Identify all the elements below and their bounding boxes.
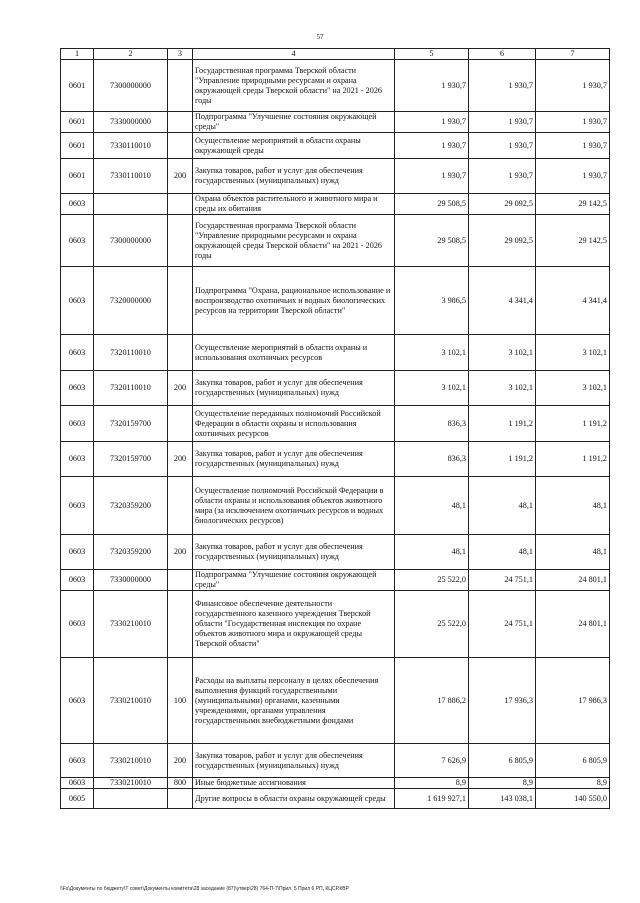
row-code-cell: 7330210010: [94, 778, 168, 789]
table-row: [61, 778, 610, 789]
row-section-cell: 0603: [61, 658, 94, 744]
table-row: [61, 194, 610, 215]
row-code-cell: 7320000000: [94, 267, 168, 335]
table-row: [61, 215, 610, 267]
table-row: [61, 442, 610, 477]
row-value-cell: 24 751,1: [469, 591, 536, 658]
row-value-cell: 1 930,7: [469, 159, 536, 194]
row-section-cell: 0601: [61, 159, 94, 194]
row-value-cell: 1 191,2: [469, 406, 536, 442]
row-section-cell: 0603: [61, 477, 94, 535]
table-row: [61, 406, 610, 442]
row-code-cell: [94, 194, 168, 215]
row-type-cell: [168, 570, 193, 591]
row-value-cell: 1 930,7: [469, 60, 536, 112]
row-value-cell: 29 508,5: [395, 215, 469, 267]
row-section-cell: 0603: [61, 744, 94, 778]
row-type-cell: [168, 406, 193, 442]
row-name-cell: Осуществление мероприятий в области охраны окружающей среды: [193, 133, 395, 159]
row-value-cell: 1 930,7: [395, 60, 469, 112]
row-section-cell: 0605: [61, 789, 94, 809]
row-value-cell: 140 550,0: [536, 789, 610, 809]
row-type-cell: 200: [168, 535, 193, 570]
row-type-cell: 100: [168, 658, 193, 744]
file-path-footer: \\Fs\Документы по бюджету\Т совет\Документы комитета\28 заседание (87)\утвер\28) 764-П-7\Прил. 5 Прил 6 РП, КЦСР.КВР: [60, 886, 349, 892]
header-col-7: 7: [536, 49, 610, 60]
row-value-cell: 8,9: [469, 778, 536, 789]
row-type-cell: 200: [168, 442, 193, 477]
row-section-cell: 0601: [61, 60, 94, 112]
header-col-1: 1: [61, 49, 94, 60]
row-code-cell: 7320359200: [94, 535, 168, 570]
row-type-cell: [168, 335, 193, 371]
row-name-cell: Осуществление переданных полномочий Российской Федерации в области охраны и использования охотничьих ресурсов: [193, 406, 395, 442]
row-name-cell: Закупка товаров, работ и услуг для обеспечения государственных (муниципальных) нужд: [193, 442, 395, 477]
row-value-cell: 3 102,1: [395, 335, 469, 371]
table-row: [61, 133, 610, 159]
row-section-cell: 0603: [61, 371, 94, 406]
row-code-cell: 7300000000: [94, 60, 168, 112]
row-value-cell: 17 936,3: [469, 658, 536, 744]
header-col-4: 4: [193, 49, 395, 60]
row-value-cell: 6 805,9: [536, 744, 610, 778]
row-code-cell: 7330110010: [94, 159, 168, 194]
table-row: [61, 371, 610, 406]
row-type-cell: [168, 789, 193, 809]
row-type-cell: [168, 133, 193, 159]
row-code-cell: 7320359200: [94, 477, 168, 535]
row-value-cell: 1 930,7: [469, 133, 536, 159]
row-value-cell: 24 801,1: [536, 570, 610, 591]
row-value-cell: 1 930,7: [536, 133, 610, 159]
row-value-cell: 143 038,1: [469, 789, 536, 809]
row-type-cell: [168, 194, 193, 215]
row-value-cell: 1 619 927,1: [395, 789, 469, 809]
row-type-cell: [168, 112, 193, 133]
row-value-cell: 8,9: [536, 778, 610, 789]
row-section-cell: 0603: [61, 335, 94, 371]
row-value-cell: 1 930,7: [536, 60, 610, 112]
row-value-cell: 25 522,0: [395, 570, 469, 591]
row-name-cell: Осуществление полномочий Российской Федерации в области охраны и использования объектов животного мира (за исключением охотничьих ресурсов и водных биологических ресурсов): [193, 477, 395, 535]
row-section-cell: 0603: [61, 406, 94, 442]
row-value-cell: 1 930,7: [469, 112, 536, 133]
row-section-cell: 0603: [61, 591, 94, 658]
row-value-cell: 48,1: [395, 477, 469, 535]
row-value-cell: 3 102,1: [395, 371, 469, 406]
row-code-cell: [94, 789, 168, 809]
row-name-cell: Закупка товаров, работ и услуг для обеспечения государственных (муниципальных) нужд: [193, 371, 395, 406]
row-type-cell: 200: [168, 159, 193, 194]
row-section-cell: 0603: [61, 442, 94, 477]
table-row: [61, 789, 610, 809]
row-type-cell: [168, 267, 193, 335]
row-name-cell: Государственная программа Тверской области "Управление природными ресурсами и охрана окружающей среды Тверской области" на 2021 - 2026 годы: [193, 60, 395, 112]
table-row: [61, 535, 610, 570]
row-value-cell: 836,3: [395, 442, 469, 477]
row-value-cell: 1 191,2: [536, 406, 610, 442]
row-name-cell: Расходы на выплаты персоналу в целях обеспечения выполнения функций государственными (муниципальными) органами, казенными учреждениями, органами управления государственными внебюджетными фондами: [193, 658, 395, 744]
row-type-cell: [168, 591, 193, 658]
row-section-cell: 0603: [61, 778, 94, 789]
row-type-cell: 200: [168, 744, 193, 778]
row-value-cell: 48,1: [469, 535, 536, 570]
row-value-cell: 4 341,4: [536, 267, 610, 335]
table-row: [61, 335, 610, 371]
table-row: [61, 658, 610, 744]
row-section-cell: 0603: [61, 215, 94, 267]
row-value-cell: 48,1: [395, 535, 469, 570]
row-name-cell: Осуществление мероприятий в области охраны и использования охотничьих ресурсов: [193, 335, 395, 371]
table-row: [61, 570, 610, 591]
row-value-cell: 25 522,0: [395, 591, 469, 658]
row-name-cell: Закупка товаров, работ и услуг для обеспечения государственных (муниципальных) нужд: [193, 159, 395, 194]
row-code-cell: 7330210010: [94, 658, 168, 744]
row-value-cell: 836,3: [395, 406, 469, 442]
row-name-cell: Закупка товаров, работ и услуг для обеспечения государственных (муниципальных) нужд: [193, 744, 395, 778]
row-value-cell: 3 102,1: [469, 371, 536, 406]
header-col-2: 2: [94, 49, 168, 60]
row-value-cell: 1 191,2: [536, 442, 610, 477]
row-section-cell: 0603: [61, 570, 94, 591]
row-code-cell: 7330110010: [94, 133, 168, 159]
row-code-cell: 7320159700: [94, 406, 168, 442]
row-value-cell: 1 930,7: [536, 159, 610, 194]
row-value-cell: 48,1: [536, 535, 610, 570]
row-value-cell: 1 930,7: [395, 159, 469, 194]
row-name-cell: Государственная программа Тверской области "Управление природными ресурсами и охрана окружающей среды Тверской области" на 2021 - 2026 годы: [193, 215, 395, 267]
row-value-cell: 17 986,3: [536, 658, 610, 744]
row-name-cell: Финансовое обеспечение деятельности государственного казенного учреждения Тверской области "Государственная инспекция по охране объектов животного мира и окружающей среды Тверской области": [193, 591, 395, 658]
row-value-cell: 48,1: [469, 477, 536, 535]
row-type-cell: 800: [168, 778, 193, 789]
row-section-cell: 0603: [61, 194, 94, 215]
row-value-cell: 24 751,1: [469, 570, 536, 591]
table-row: [61, 60, 610, 112]
row-value-cell: 3 986,5: [395, 267, 469, 335]
row-value-cell: 29 092,5: [469, 194, 536, 215]
header-col-5: 5: [395, 49, 469, 60]
table-row: [61, 477, 610, 535]
table-row: [61, 112, 610, 133]
row-value-cell: 8,9: [395, 778, 469, 789]
row-type-cell: [168, 477, 193, 535]
row-name-cell: Подпрограмма "Охрана, рациональное использование и воспроизводство охотничьих и водных биологических ресурсов на территории Тверской области": [193, 267, 395, 335]
row-value-cell: 17 886,2: [395, 658, 469, 744]
row-section-cell: 0603: [61, 267, 94, 335]
row-name-cell: Охрана объектов растительного и животного мира и среды их обитания: [193, 194, 395, 215]
row-value-cell: 6 805,9: [469, 744, 536, 778]
row-value-cell: 1 930,7: [536, 112, 610, 133]
table-row: [61, 159, 610, 194]
row-code-cell: 7330210010: [94, 591, 168, 658]
row-value-cell: 1 930,7: [395, 133, 469, 159]
row-value-cell: 24 801,1: [536, 591, 610, 658]
row-name-cell: Подпрограмма "Улучшение состояния окружающей среды": [193, 112, 395, 133]
row-value-cell: 1 191,2: [469, 442, 536, 477]
row-code-cell: 7320110010: [94, 335, 168, 371]
row-section-cell: 0601: [61, 112, 94, 133]
row-type-cell: [168, 60, 193, 112]
row-value-cell: 29 092,5: [469, 215, 536, 267]
row-section-cell: 0601: [61, 133, 94, 159]
row-code-cell: 7330000000: [94, 112, 168, 133]
row-value-cell: 3 102,1: [469, 335, 536, 371]
budget-table: [60, 48, 610, 809]
row-name-cell: Иные бюджетные ассигнования: [193, 778, 395, 789]
table-row: [61, 267, 610, 335]
row-value-cell: 1 930,7: [395, 112, 469, 133]
row-code-cell: 7320110010: [94, 371, 168, 406]
row-name-cell: Подпрограмма "Улучшение состояния окружающей среды": [193, 570, 395, 591]
table-row: [61, 591, 610, 658]
row-name-cell: Другие вопросы в области охраны окружающей среды: [193, 789, 395, 809]
page-number: 57: [316, 33, 324, 41]
row-value-cell: 29 142,5: [536, 194, 610, 215]
row-code-cell: 7330000000: [94, 570, 168, 591]
row-value-cell: 3 102,1: [536, 371, 610, 406]
header-col-6: 6: [469, 49, 536, 60]
table-row: [61, 744, 610, 778]
row-section-cell: 0603: [61, 535, 94, 570]
row-type-cell: [168, 215, 193, 267]
row-value-cell: 4 341,4: [469, 267, 536, 335]
row-value-cell: 3 102,1: [536, 335, 610, 371]
header-col-3: 3: [168, 49, 193, 60]
header-row: [61, 49, 610, 60]
row-code-cell: 7320159700: [94, 442, 168, 477]
row-code-cell: 7330210010: [94, 744, 168, 778]
row-value-cell: 29 142,5: [536, 215, 610, 267]
row-value-cell: 48,1: [536, 477, 610, 535]
row-code-cell: 7300000000: [94, 215, 168, 267]
row-value-cell: 7 626,9: [395, 744, 469, 778]
row-type-cell: 200: [168, 371, 193, 406]
row-value-cell: 29 508,5: [395, 194, 469, 215]
row-name-cell: Закупка товаров, работ и услуг для обеспечения государственных (муниципальных) нужд: [193, 535, 395, 570]
